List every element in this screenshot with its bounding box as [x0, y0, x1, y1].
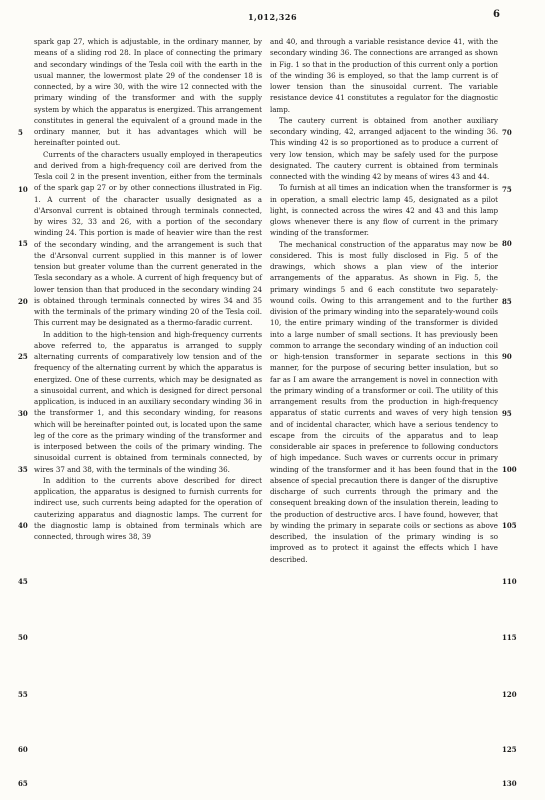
paragraph: In addition to the currents above described for direct application, the apparatus is designed to furnish currents for indirect use, such currents being adapted for the operation of cauterizing apparatus and diagnostic lamps. The current for the diagnostic lamp is obtained from terminals which are connected, through wires 38, 39: [34, 475, 262, 541]
line-number: 75: [502, 185, 512, 194]
line-number: 30: [18, 409, 28, 418]
line-number: 40: [18, 521, 28, 530]
line-number: 5: [18, 128, 23, 137]
line-number: 65: [18, 779, 28, 788]
paragraph: and 40, and through a variable resistance device 41, with the secondary winding 36. The connections are arranged as shown in Fig. 1 so that in the production of this current only a portion of the winding 36 is employed, so that the lamp current is of lower tension than the sinusoidal current. The variable resistance device 41 constitutes a regulator for the diagnostic lamp.: [270, 37, 498, 114]
paragraph: The mechanical construction of the apparatus may now be considered. This is most fully disclosed in Fig. 5 of the drawings, which shows a plan view of the interior arrangements of the apparatus. As shown in Fig. 5, the primary windings 5 and 6 each constitute two separately-wound coils. Owing to this arrangement and to the further division of the primary winding into the separately-wound coils 10, the entire primary winding of the transformer is divided into a large number of small sections. It has previously been common to arrange the secondary winding of an induction coil or high-tension transformer in separate sections in this manner, for the purpose of securing better insulation, but so far as I am aware the arrangement is novel in connection with the primary winding of a transformer or coil. The utility of this arrangement results from the production in high-frequency apparatus of static currents and waves of very high tension and of incidental character, which have a serious tendency to escape from the circuits of the apparatus and to leap considerable air spaces in preference to following conductors of high impedance. Such waves or currents occur in primary winding of the transformer and it has been found that in the absence of special precaution there is danger of the disruptive discharge of such currents through the primary and the consequent breaking down of the insulation therein, leading to the production of destructive arcs. I have found, however, that by winding the primary in separate coils or sections as above described, the insulation of the primary winding is so improved as to protect it against the effects which I have described.: [270, 239, 498, 564]
line-number: 55: [18, 690, 28, 699]
paragraph: spark gap 27, which is adjustable, in the ordinary manner, by means of a sliding rod 28. In place of connecting the primary and secondary windings of the Tesla coil with the earth in the usual manner, the lowermost plate 29 of the condenser 18 is connected, by a wire 30, with the wire 12 connected with the primary winding of the transformer and with the supply system by which the apparatus is energized. This arrangement constitutes in general the equivalent of a ground made in the ordinary manner, but it has advantages which will be hereinafter pointed out.: [34, 37, 262, 148]
line-number: 45: [18, 577, 28, 586]
line-number: 10: [18, 185, 28, 194]
line-number: 110: [502, 577, 517, 586]
line-number: 115: [502, 633, 517, 642]
line-number: 120: [502, 690, 517, 699]
line-number: 105: [502, 521, 517, 530]
line-number: 25: [18, 352, 28, 361]
line-number: 85: [502, 297, 512, 306]
line-number: 50: [18, 633, 28, 642]
line-number: 35: [18, 465, 28, 474]
paragraph: To furnish at all times an indication when the transformer is in operation, a small electric lamp 45, designated as a pilot light, is connected across the wires 42 and 43 and this lamp glows whenever there is any flow of current in the primary winding of the transformer.: [270, 183, 498, 238]
line-number: 130: [502, 779, 517, 788]
paragraph: The cautery current is obtained from another auxiliary secondary winding, 42, arranged adjacent to the winding 36. This winding 42 is so proportioned as to produce a current of very low tension, which may be safely used for the purpose designated. The cautery current is obtained from terminals connected with the winding 42 by means of wires 43 and 44.: [270, 115, 498, 181]
page-number: 6: [493, 9, 500, 20]
line-number: 90: [502, 352, 512, 361]
line-number: 15: [18, 239, 28, 248]
paragraph: Currents of the characters usually employed in therapeutics and derived from a high-frequency coil are derived from the Tesla coil 2 in the present invention, either from the terminals of the spark gap 27 or by other connections illustrated in Fig. 1. A current of the character usually designated as a d'Arsonval current is obtained through terminals connected, by wires 32, 33 and 26, with a portion of the secondary winding 24. This portion is made of heavier wire than the rest of the secondary winding, and the arrangement is such that the d'Arsonval current supplied in this manner is of lower tension but greater volume than the current generated in the Tesla secondary as a whole. A current of high frequency but of lower tension than that produced in the secondary winding 24 is obtained through terminals connected by wires 34 and 35 with the terminals of the primary winding 20 of the Tesla coil. This current may be designated as a thermo-faradic current.: [34, 149, 262, 328]
right-column: [270, 36, 498, 565]
line-number: 80: [502, 239, 512, 248]
patent-number: 1,012,326: [247, 12, 298, 22]
line-number: 100: [502, 465, 517, 474]
line-number: 125: [502, 745, 517, 754]
line-number: 60: [18, 745, 28, 754]
paragraph: In addition to the high-tension and high-frequency currents above referred to, the apparatus is arranged to supply alternating currents of comparatively low tension and of the frequency of the alternating current by which the apparatus is energized. One of these currents, which may be designated as a sinusoidal current, and which is designed for direct personal application, is induced in an auxiliary secondary winding 36 in the transformer 1, and this secondary winding, for reasons which will be hereinafter pointed out, is located upon the same leg of the core as the primary winding of the transformer and is interposed between the coils of the primary winding. The sinusoidal current is obtained from terminals connected, by wires 37 and 38, with the terminals of the winding 36.: [34, 329, 262, 474]
line-number: 95: [502, 409, 512, 418]
line-number: 70: [502, 128, 512, 137]
line-number: 20: [18, 297, 28, 306]
left-column: [34, 36, 262, 542]
